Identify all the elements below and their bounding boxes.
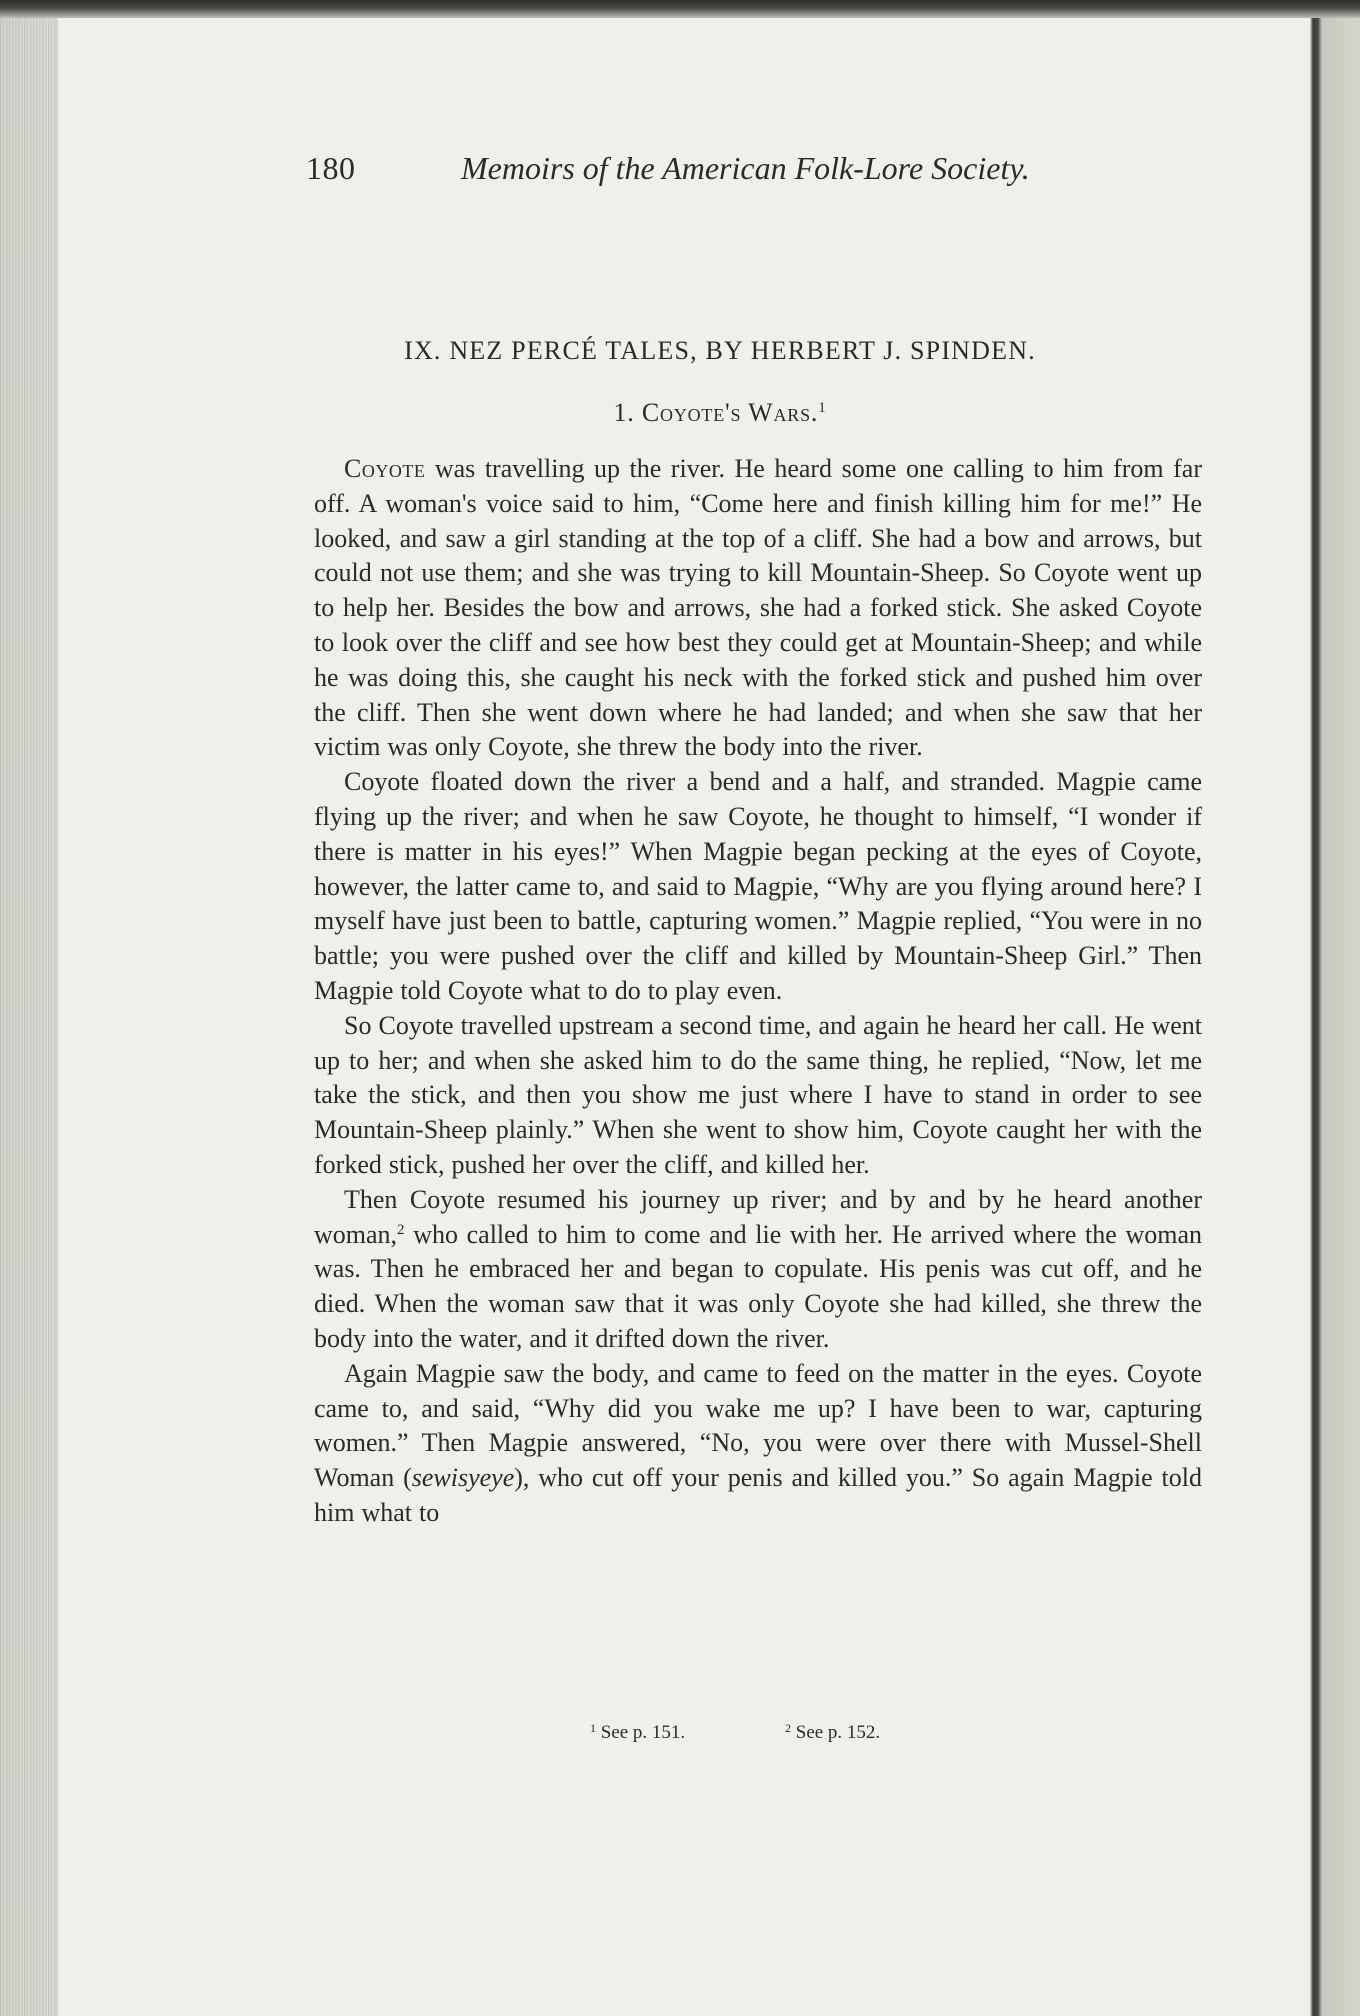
running-head <box>306 150 1041 190</box>
tale-title <box>300 398 1140 428</box>
paragraph-2: Coyote floated down the river a bend and a half, and stranded. Magpie came flying up the river; and when he saw Coyote, he thought to himself, “I wonder if there is matter in his eyes!” When Magpie began pecking at the eyes of Coyote, however, the latter came to, and said to Magpie, “Why are you flying around here? I myself have just been to battle, capturing women.” Magpie replied, “You were in no battle; you were pushed over the cliff and killed by Mountain-Sheep Girl.” Then Magpie told Coyote what to do to play even. <box>314 767 1202 1005</box>
paragraph-5 <box>314 1357 1202 1531</box>
footnote-2 <box>785 1722 880 1744</box>
book-top-edge <box>0 0 1360 18</box>
paragraph-5-text-b: ), who cut off your penis and killed you.” So again Magpie told him what to <box>314 1463 1202 1527</box>
paragraph-5-term: sewisyeye <box>411 1463 515 1493</box>
footnote-ref-2: 2 <box>397 1221 405 1238</box>
footnote-1 <box>590 1722 685 1744</box>
paragraph-1-lead: Coyote <box>344 454 426 483</box>
paragraph-1-text: was travelling up the river. He heard some one calling to him from far off. A woman's voice said to him, “Come here and finish killing him for me!” He looked, and saw a girl standing at the top of a cliff. She had a bow and arrows, but could not use them; and she was trying to kill Mountain-Sheep. So Coyote went up to help her. Besides the bow and arrows, she had a forked stick. She asked Coyote to look over the cliff and see how best they could get at Mountain-Sheep; and while he was doing this, she caught his neck with the forked stick and pushed him over the cliff. Then she went down where he had landed; and when she saw that her victim was only Coyote, she threw the body into the river. <box>314 454 1202 762</box>
footnote-ref-1: 1 <box>818 400 827 416</box>
body-text <box>314 452 1202 1531</box>
footnote-1-text: See p. 151. <box>596 1722 686 1743</box>
paragraph-4-text-b: who called to him to come and lie with her. He arrived where the woman was. Then he embraced her and began to copulate. His penis was cut off, and he died. When the woman saw that it was only Coyote she had killed, she threw the body into the water, and it drifted down the river. <box>314 1219 1202 1353</box>
footnote-2-text: See p. 152. <box>791 1722 881 1743</box>
page-number: 180 <box>306 150 356 186</box>
paragraph-5-text-a: Again Magpie saw the body, and came to feed on the matter in the eyes. Coyote came to, and said, “Why did you wake me up? I have been to war, capturing women.” Then Magpie answered, “No, you were over there with Mussel-Shell Woman ( <box>314 1358 1202 1493</box>
footnote-2-mark: 2 <box>785 1721 791 1735</box>
journal-title: Memoirs of the American Folk-Lore Society. <box>461 150 1030 186</box>
footnote-1-mark: 1 <box>590 1721 596 1735</box>
paragraph-1 <box>314 452 1202 765</box>
tale-title-text: 1. Coyote's Wars. <box>613 398 819 427</box>
paragraph-4-text-a: Then Coyote resumed his journey up river; and by and by he heard another woman, <box>314 1184 1202 1249</box>
paragraph-4 <box>314 1183 1202 1357</box>
page-edge-stack <box>0 18 58 2016</box>
section-heading: IX. NEZ PERCÉ TALES, BY HERBERT J. SPINDEN. <box>404 336 1036 365</box>
paragraph-3: So Coyote travelled upstream a second time, and again he heard her call. He went up to her; and when she asked him to do the same thing, he replied, “Now, let me take the stick, and then you show me just where I have to stand in order to see Mountain-Sheep plainly.” When she went to show him, Coyote caught her with the forked stick, pushed her over the cliff, and killed her. <box>314 1010 1202 1179</box>
